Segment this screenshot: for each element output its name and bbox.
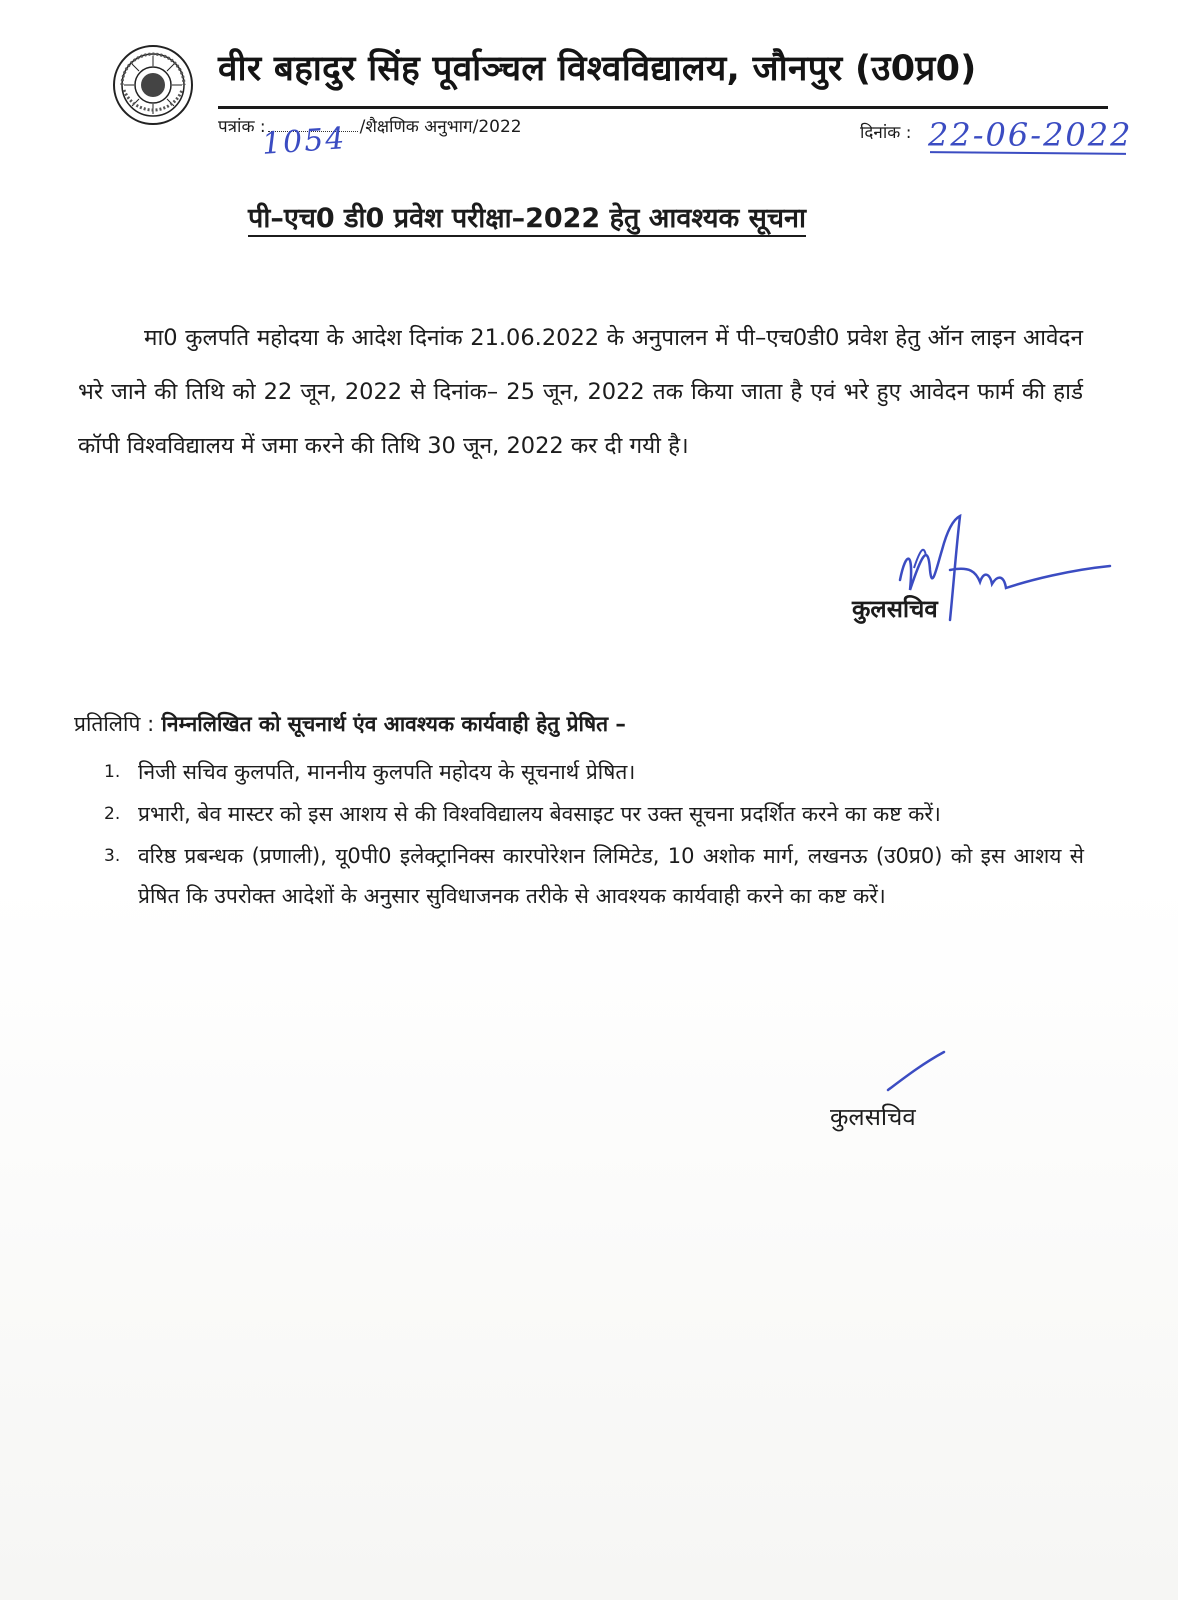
copy-heading: [74, 710, 626, 738]
list-text: निजी सचिव कुलपति, माननीय कुलपति महोदय के सूचनार्थ प्रेषित।: [138, 760, 636, 784]
list-number: 1.: [104, 762, 121, 782]
signatory-registrar-copy: कुलसचिव: [830, 1103, 916, 1131]
university-name: वीर बहादुर सिंह पूर्वाञ्चल विश्वविद्यालय, जौनपुर (उ0प्र0): [218, 49, 977, 89]
list-text: वरिष्ठ प्रबन्धक (प्रणाली), यू0पी0 इलेक्ट्रानिक्स कारपोरेशन लिमिटेड, 10 अशोक मार्ग, लखनऊ (उ0प्र0) को इस आशय से प्रेषित कि उपरोक्त आदेशों के अनुसार सुविधाजनक तरीके से आवश्यक कार्यवाही करने का कष्ट करें।: [138, 844, 1084, 908]
ref-number-handwritten: 1054: [260, 121, 348, 162]
list-item: [104, 794, 1084, 834]
copy-list: [104, 752, 1084, 918]
list-number: 3.: [104, 846, 121, 866]
ref-label: पत्रांक :: [218, 117, 266, 137]
notice-body: मा0 कुलपति महोदया के आदेश दिनांक 21.06.2022 के अनुपालन में पी–एच0डी0 प्रवेश हेतु ऑन लाइन आवेदन भरे जाने की तिथि को 22 जून, 2022 से दिनांक– 25 जून, 2022 तक किया जाता है एवं भरे हुए आवेदन फार्म की हार्ड कॉपी विश्वविद्यालय में जमा करने की तिथि 30 जून, 2022 कर दी गयी है।: [78, 324, 1083, 459]
copy-label: प्रतिलिपि :: [74, 712, 155, 736]
list-item: [104, 836, 1084, 916]
header-divider: [218, 106, 1108, 109]
copy-heading-text: निम्नलिखित को सूचनार्थ एंव आवश्यक कार्यवाही हेतु प्रेषित –: [161, 712, 626, 736]
university-seal-icon: [112, 44, 194, 126]
date-underline: [930, 151, 1126, 155]
list-number: 2.: [104, 804, 121, 824]
ref-suffix: /शैक्षणिक अनुभाग/2022: [359, 117, 522, 137]
list-text: प्रभारी, बेव मास्टर को इस आशय से की विश्वविद्यालय बेवसाइट पर उक्त सूचना प्रदर्शित करने का कष्ट करें।: [138, 802, 941, 826]
date-handwritten: 22-06-2022: [928, 116, 1133, 154]
date-label: दिनांक :: [860, 123, 912, 143]
signatory-registrar: कुलसचिव: [852, 595, 938, 623]
initial-mark-icon: [882, 1048, 952, 1098]
list-item: [104, 752, 1084, 792]
notice-title: पी–एच0 डी0 प्रवेश परीक्षा–2022 हेतु आवश्यक सूचना: [248, 203, 806, 234]
